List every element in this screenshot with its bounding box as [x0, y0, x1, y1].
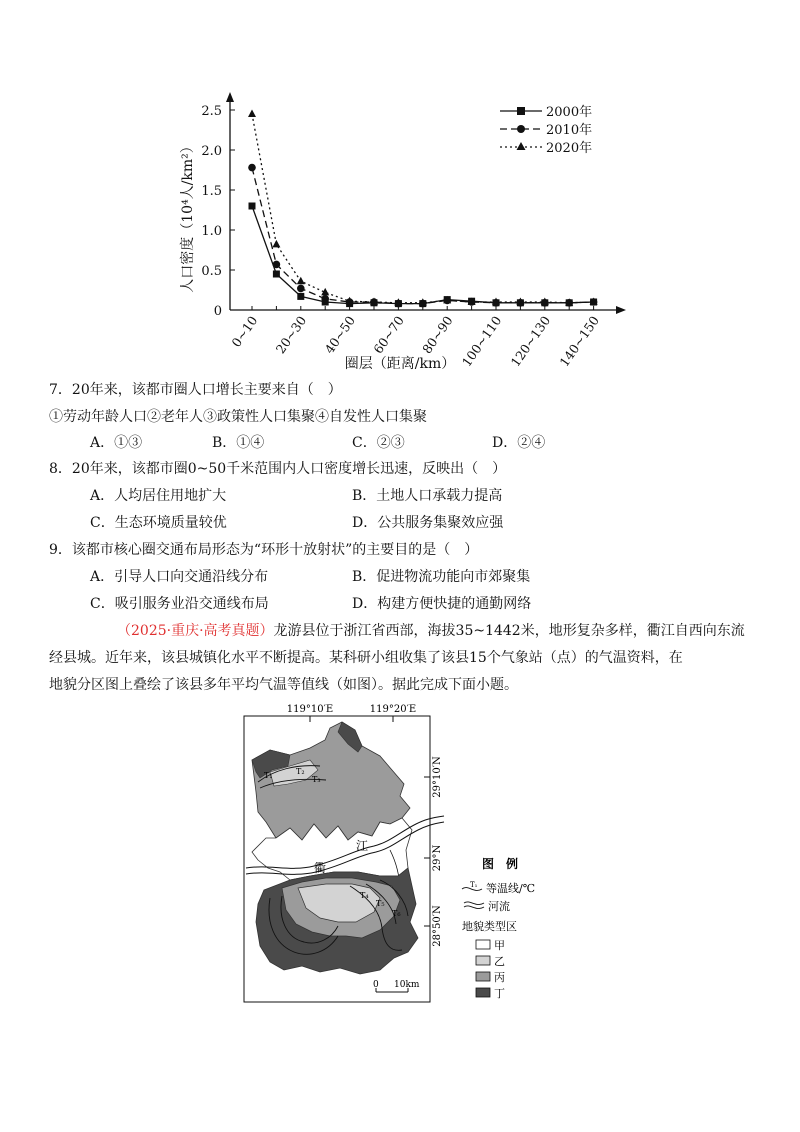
population-density-chart [160, 90, 640, 380]
legend-landform-title: 地貌类型区 [462, 920, 517, 933]
y-axis-arrow [226, 92, 234, 102]
scale-zero: 0 [373, 980, 379, 990]
x-tick-label: 120~130 [507, 313, 554, 370]
y-tick-label: 1.5 [201, 184, 222, 199]
lat-label-2: 29°N [432, 844, 443, 872]
x-tick-label: 40~50 [321, 313, 359, 357]
data-point [273, 271, 280, 278]
legend-marker [517, 142, 526, 150]
y-tick-label: 2.5 [201, 104, 222, 119]
legend-swatch-yi [476, 956, 490, 965]
t1-label: T₁ [264, 771, 273, 780]
lat-label-3: 28°50′N [432, 905, 443, 947]
landform-isotherm-map [230, 700, 570, 1010]
q9-stem: 9．该都市核心圈交通布局形态为“环形十放射状”的主要目的是（ ） [49, 542, 479, 558]
data-point [297, 293, 304, 300]
legend-type-ding: 丁 [494, 987, 505, 1000]
legend-label: 2020年 [546, 141, 593, 156]
q7-items: ①劳动年龄人口②老年人③政策性人口集聚④自发性人口集聚 [49, 409, 427, 425]
legend-isotherm: 等温线/℃ [486, 882, 536, 895]
q7-option-c[interactable]: C．②③ [352, 435, 405, 451]
passage-text-1: 龙游县位于浙江省西部，海拔35~1442米，地形复杂多样，衢江自西向东流 [273, 623, 745, 639]
t2-label: T₂ [296, 767, 305, 776]
t5-label: T₅ [376, 899, 385, 908]
legend-swatch-ding [476, 988, 490, 997]
q7-stem: 7．20年来，该都市圈人口增长主要来自（ ） [49, 382, 342, 398]
x-axis-arrow [616, 306, 626, 314]
legend-marker [517, 107, 525, 115]
y-tick-label: 0 [213, 304, 222, 319]
passage-line-2: 经县城。近年来，该县城镇化水平不断提高。某科研小组收集了该县15个气象站（点）的气温资料，在 [49, 650, 683, 666]
legend-marker [517, 125, 525, 133]
q7-option-b[interactable]: B．①④ [212, 435, 265, 451]
legend-swatch-bing [476, 972, 490, 981]
q8-stem: 8．20年来，该都市圈0~50千米范围内人口密度增长迅速，反映出（ ） [49, 461, 507, 477]
river-char-qu: 衢 [314, 861, 327, 875]
q8-option-b[interactable]: B．土地人口承载力提高 [352, 488, 503, 504]
data-point [297, 285, 305, 293]
data-point [249, 203, 256, 210]
legend-river: 河流 [488, 900, 510, 913]
x-tick-label: 80~90 [419, 313, 456, 357]
data-point [248, 164, 256, 172]
y-tick-label: 1.0 [201, 224, 222, 239]
river-symbol-icon [464, 902, 484, 909]
source-tag: （2025·重庆·高考真题） [117, 623, 274, 639]
isotherm-symbol-label: T₁ [470, 881, 478, 889]
x-axis-label: 圈层（距离/km） [344, 356, 456, 372]
scale-label: 10km [394, 980, 420, 990]
legend-swatch-jia [476, 940, 490, 949]
legend-label: 2000年 [546, 105, 593, 120]
q9-option-b[interactable]: B．促进物流功能向市郊聚集 [352, 569, 531, 585]
data-point [321, 295, 329, 303]
q9-option-c[interactable]: C．吸引服务业沿交通线布局 [90, 596, 269, 612]
passage-line-1 [117, 622, 745, 640]
series-line-2020年 [252, 114, 594, 303]
x-tick-label: 20~30 [272, 313, 310, 357]
q8-option-d[interactable]: D．公共服务集聚效应强 [352, 515, 504, 531]
q8-option-c[interactable]: C．生态环境质量较优 [90, 515, 227, 531]
x-tick-label: 60~70 [370, 313, 407, 357]
q7-option-d[interactable]: D．②④ [492, 435, 546, 451]
t4-label: T₄ [360, 891, 369, 900]
q7-option-a[interactable]: A．①③ [90, 435, 143, 451]
t3-label: T₃ [312, 775, 321, 784]
map-legend [462, 856, 535, 1000]
x-tick-label: 100~110 [458, 313, 505, 370]
legend-type-bing: 丙 [494, 971, 505, 984]
series-group [248, 110, 598, 308]
t6-label: T₆ [392, 909, 401, 918]
y-tick-label: 0.5 [201, 264, 222, 279]
passage-line-3: 地貌分区图上叠绘了该县多年平均气温等值线（如图）。据此完成下面小题。 [49, 677, 518, 693]
river-char-jiang: 江 [356, 839, 369, 853]
data-point [248, 110, 256, 118]
lat-label-1: 29°10′N [432, 756, 443, 798]
data-point [297, 277, 305, 285]
x-tick-label: 140~150 [556, 313, 603, 370]
q8-option-a[interactable]: A．人均居住用地扩大 [90, 488, 227, 504]
legend-type-jia: 甲 [494, 939, 505, 952]
y-tick-label: 2.0 [201, 144, 222, 159]
data-point [273, 261, 281, 269]
legend-title: 图 例 [482, 857, 519, 871]
y-axis-label: 人口密度（10⁴人/km²） [180, 139, 196, 293]
q9-option-d[interactable]: D．构建方便快捷的通勤网络 [352, 596, 532, 612]
legend-type-yi: 乙 [494, 955, 505, 968]
lon-label-1: 119°10′E [286, 704, 334, 715]
lon-label-2: 119°20′E [369, 704, 417, 715]
chart-legend [500, 104, 592, 156]
q9-option-a[interactable]: A．引导人口向交通沿线分布 [90, 569, 269, 585]
x-tick-label: 0~10 [228, 313, 261, 350]
data-point [272, 240, 280, 248]
legend-label: 2010年 [546, 123, 593, 138]
